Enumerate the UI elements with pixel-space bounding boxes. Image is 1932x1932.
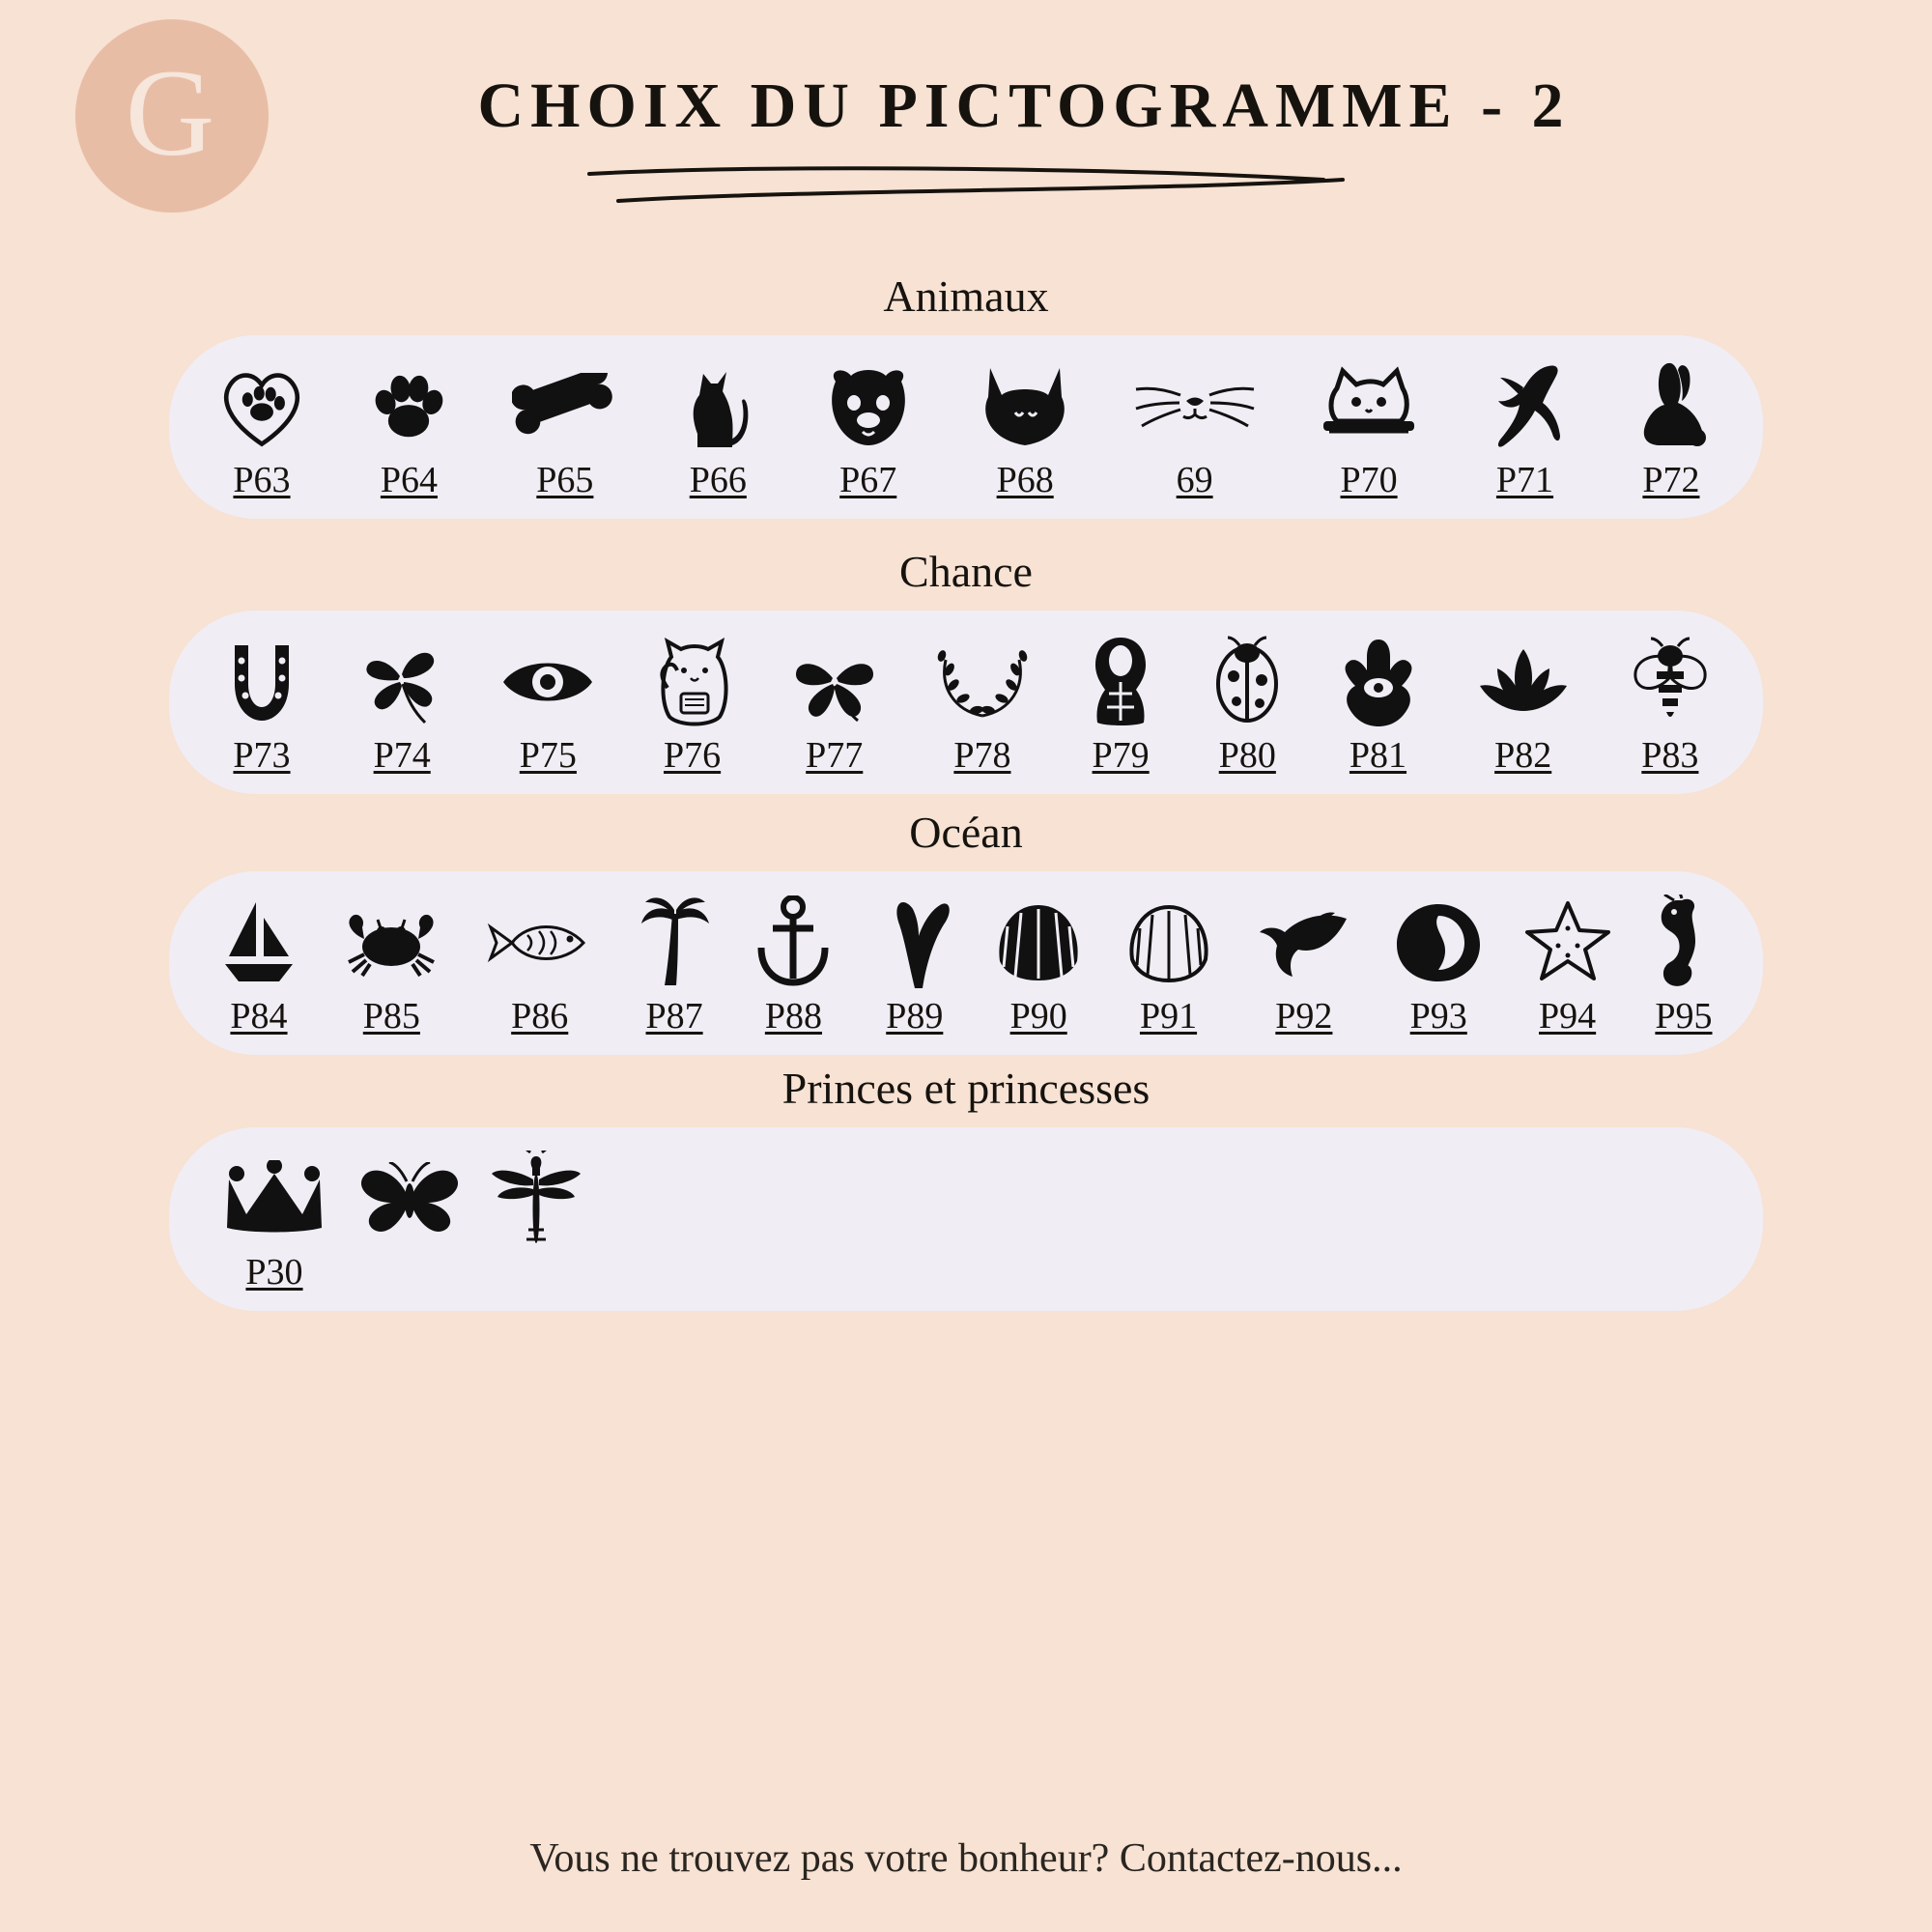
horseshoe-icon [217, 632, 306, 732]
pictogram-item[interactable] [818, 356, 919, 501]
cat-whiskers-icon [1132, 356, 1258, 457]
ladybug-icon [1208, 632, 1286, 732]
pictogram-code: P71 [1495, 460, 1554, 500]
wave-icon [1395, 893, 1482, 993]
pictogram-code: P76 [663, 735, 722, 776]
pictogram-band [169, 611, 1763, 794]
pictogram-code: P72 [1642, 460, 1700, 500]
pictogram-code: P63 [233, 460, 291, 500]
pictogram-code: P82 [1494, 735, 1552, 776]
section-title: Princes et princesses [781, 1064, 1151, 1113]
four-leaf-clover-icon [355, 632, 448, 732]
section-ocean [169, 807, 1763, 1055]
pictogram-item[interactable] [1481, 356, 1570, 501]
butterfly-icon [356, 1149, 463, 1249]
rearing-horse-icon [1481, 356, 1570, 457]
bone-icon [512, 356, 618, 457]
pug-face-icon [818, 356, 919, 457]
section-chance [169, 546, 1763, 794]
page-title: CHOIX DU PICTOGRAMME - 2 [477, 71, 1571, 141]
scallop-shell-filled-icon [994, 893, 1083, 993]
seahorse-icon [1653, 893, 1715, 993]
palm-tree-icon [638, 893, 711, 993]
pictogram-code: P85 [362, 996, 420, 1037]
pictogram-code: P80 [1218, 735, 1276, 776]
cat-head-icon [977, 356, 1073, 457]
pictogram-item[interactable] [1523, 893, 1612, 1037]
pictogram-item[interactable] [364, 356, 453, 501]
pictogram-code: P74 [373, 735, 431, 776]
pictogram-code: P91 [1139, 996, 1198, 1037]
pictogram-item[interactable] [355, 632, 448, 777]
anchor-icon [752, 893, 835, 993]
pictogram-item[interactable] [497, 632, 598, 777]
bee-icon [1626, 632, 1715, 732]
eye-icon [497, 632, 598, 732]
paw-print-icon [364, 356, 453, 457]
hamsa-hand-icon [1336, 632, 1421, 732]
pictogram-code: P77 [806, 735, 864, 776]
fish-icon [483, 893, 597, 993]
dolphin-icon [1254, 893, 1354, 993]
pictogram-item[interactable] [676, 356, 759, 501]
pictogram-code: P88 [764, 996, 822, 1037]
pictogram-code: P89 [886, 996, 944, 1037]
crown-icon [217, 1149, 331, 1249]
logo-letter: G [125, 44, 215, 182]
pictogram-item[interactable] [977, 356, 1073, 501]
section-princes-princesses [169, 1063, 1763, 1311]
pictogram-item[interactable] [1395, 893, 1482, 1037]
pictogram-item[interactable] [356, 1149, 463, 1253]
title-underline-flourish [580, 162, 1352, 209]
heart-paw-icon [217, 356, 306, 457]
pictogram-band [169, 335, 1763, 519]
pictogram-item[interactable] [217, 632, 306, 777]
section-animaux [169, 270, 1763, 519]
rabbit-icon [1628, 356, 1715, 457]
pictogram-item[interactable] [1254, 893, 1354, 1037]
pictogram-item[interactable] [512, 356, 618, 501]
clover-filled-icon [786, 632, 883, 732]
scarab-icon [1082, 632, 1159, 732]
pictogram-code: P93 [1409, 996, 1467, 1037]
pictogram-item[interactable] [1336, 632, 1421, 777]
pictogram-item[interactable] [1124, 893, 1213, 1037]
pictogram-item[interactable] [483, 893, 597, 1037]
crab-icon [341, 893, 441, 993]
pictogram-item[interactable] [932, 632, 1033, 777]
section-title: Océan [909, 808, 1023, 857]
pictogram-item[interactable] [1132, 356, 1258, 501]
pictogram-code: P65 [536, 460, 594, 500]
pictogram-band [169, 1127, 1763, 1311]
lotus-flower-icon [1470, 632, 1577, 732]
pictogram-code: 69 [1176, 460, 1213, 500]
pictogram-item[interactable] [876, 893, 953, 1037]
pictogram-item[interactable] [217, 893, 300, 1037]
pictogram-code: P86 [511, 996, 569, 1037]
pictogram-code: P83 [1641, 735, 1699, 776]
footer-note: Vous ne trouvez pas votre bonheur? Contactez-nous... [529, 1836, 1403, 1881]
pictogram-item[interactable] [1208, 632, 1286, 777]
pictogram-band [169, 871, 1763, 1055]
pictogram-item[interactable] [1628, 356, 1715, 501]
pictogram-code: P94 [1539, 996, 1597, 1037]
maneki-neko-icon [648, 632, 737, 732]
pictogram-item[interactable] [341, 893, 441, 1037]
pictogram-item[interactable] [752, 893, 835, 1037]
pictogram-item[interactable] [1653, 893, 1715, 1037]
pictogram-item[interactable] [1626, 632, 1715, 777]
pictogram-item[interactable] [217, 356, 306, 501]
pictogram-code: P92 [1275, 996, 1333, 1037]
pictogram-code: P70 [1340, 460, 1398, 500]
pictogram-item[interactable] [786, 632, 883, 777]
pictogram-code: P30 [245, 1252, 303, 1293]
laurel-wreath-icon [932, 632, 1033, 732]
pictogram-code: P68 [996, 460, 1054, 500]
pictogram-item[interactable] [994, 893, 1083, 1037]
pictogram-item[interactable] [1316, 356, 1422, 501]
sailboat-icon [217, 893, 300, 993]
starfish-icon [1523, 893, 1612, 993]
pictogram-code: P81 [1349, 735, 1407, 776]
sitting-cat-icon [676, 356, 759, 457]
pictogram-code: P79 [1092, 735, 1150, 776]
pictogram-code: P87 [645, 996, 703, 1037]
pictogram-code: P66 [689, 460, 747, 500]
pictogram-item[interactable] [638, 893, 711, 1037]
pictogram-code: P64 [380, 460, 438, 500]
pictogram-item[interactable] [1470, 632, 1577, 777]
pictogram-item[interactable] [217, 1149, 331, 1293]
pictogram-item[interactable] [488, 1149, 584, 1253]
pictogram-code: P73 [233, 735, 291, 776]
pictogram-code: P84 [230, 996, 288, 1037]
pictogram-code: P67 [839, 460, 897, 500]
whale-tail-icon [876, 893, 953, 993]
pictogram-code: P78 [953, 735, 1011, 776]
pictogram-item[interactable] [1082, 632, 1159, 777]
pictogram-item[interactable] [648, 632, 737, 777]
pictogram-code: P75 [519, 735, 577, 776]
pictogram-code: P95 [1655, 996, 1713, 1037]
section-title: Animaux [883, 271, 1049, 321]
scallop-shell-outline-icon [1124, 893, 1213, 993]
peeking-cat-icon [1316, 356, 1422, 457]
dragonfly-icon [488, 1149, 584, 1249]
section-title: Chance [899, 547, 1033, 596]
pictogram-code: P90 [1009, 996, 1067, 1037]
